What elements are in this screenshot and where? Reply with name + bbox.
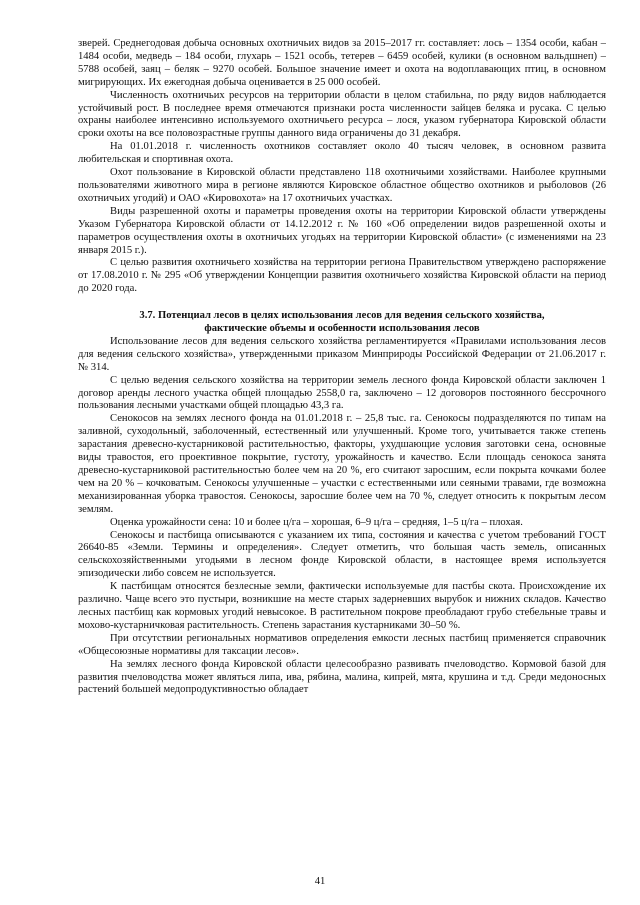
paragraph-hunting-concept: С целью развития охотничьего хозяйства на территории региона Правительством утверждено распоряжение от 17.08.2010 г. № 295 «Об утверждении Концепции развития охотничьего хозяйства Кировской области на период до 2020 года. <box>78 257 606 295</box>
paragraph-game-harvest: зверей. Среднегодовая добыча основных охотничьих видов за 2015–2017 гг. составляет: лось – 1354 особи, кабан – 1484 особи, медведь – 184 особи, глухарь – 1521 особь, тетерев – 6459 особей, кулики (в основном вальдшнеп) – 5788 особей, заяц – беляк – 9270 особей. Большое значение имеет и охота на водоплавающих птиц, в основном мигрирующих. Их ежегодная добыча оценивается в 25 000 особей. <box>78 38 606 88</box>
page-number: 41 <box>314 876 326 887</box>
section-heading-line-1: 3.7. Потенциал лесов в целях использования лесов для ведения сельского хозяйства, <box>139 310 545 322</box>
paragraph-resource-population: Численность охотничьих ресурсов на территории области в целом стабильна, по ряду видов наблюдается устойчивый рост. В последнее время отмечаются признаки роста численности зайцев беляка и русака. С целью охраны наиболее интенсивно используемого охотничьего ресурса – лося, указом губернатора Кировской области сроки охоты на все половозрастные группы данного вида ограничены до 31 декабря. <box>78 89 606 140</box>
paragraph-hunting-farms: Охот пользование в Кировской области представлено 118 охотничьими хозяйствами. Наиболее крупными пользователями животного мира в регионе являются Кировское областное общество охотников и рыболовов (26 охотничьих угодий) и ОАО «Кировохота» на 17 охотничьих участках. <box>78 167 606 204</box>
paragraph-lease-contracts: С целью ведения сельского хозяйства на территории земель лесного фонда Кировской области заключен 1 договор аренды лесного участка общей площадью 2558,0 га, заключено – 12 договоров постоянного бессрочного пользования лесными участками общей площадью 43,3 га. <box>78 374 606 412</box>
document-page <box>78 38 606 868</box>
paragraph-pasture-norms: При отсутствии региональных нормативов определения емкости лесных пастбищ применяется справочник «Общесоюзные нормативы для таксации лесов». <box>78 632 606 657</box>
paragraph-pastures: К пастбищам относятся безлесные земли, фактически используемые для пастбы скота. Происхождение их различно. Чаще всего это пустыри, возникшие на месте старых задерневших вырубок и нижних складов. Качество лесных пастбищ как кормовых угодий невысокое. В растительном покрове преобладают грубо стебельные травы и мохово-кустарничковая растительность. Степень зарастания кустарниками 30–50 %. <box>78 581 606 631</box>
paragraph-beekeeping: На землях лесного фонда Кировской области целесообразно развивать пчеловодство. Кормовой базой для развития пчеловодства может являться липа, ива, рябина, малина, кипрей, мята, крушина и т.д. Среди медоносных растений большей медопродуктивностью обладает <box>78 658 606 696</box>
section-heading <box>78 310 606 336</box>
paragraph-gost-description: Сенокосы и пастбища описываются с указанием их типа, состояния и качества с учетом требований ГОСТ 26640-85 «Земли. Термины и определения». Следует отметить, что большая часть земель, описанных сельскохозяйственными угодьями в лесном фонде Кировской области, в настоящее время используется эпизодически либо совсем не используется. <box>78 529 606 580</box>
paragraph-hunter-count: На 01.01.2018 г. численность охотников составляет около 40 тысяч человек, в основном развита любительская и спортивная охота. <box>78 141 606 166</box>
section-heading-line-2: фактические объемы и особенности использования лесов <box>204 323 480 335</box>
paragraph-agriculture-rules: Использование лесов для ведения сельского хозяйства регламентируется «Правилами использования лесов для ведения сельского хозяйства», утвержденными приказом Минприроды Российской Федерации от 21.06.2017 г. № 314. <box>78 335 606 373</box>
paragraph-hayfields: Сенокосов на землях лесного фонда на 01.01.2018 г. – 25,8 тыс. га. Сенокосы подразделяются по типам на заливной, суходольный, заболоченный, естественный или улучшенный. Кроме того, учитывается также степень зарастания древесно-кустарниковой растительностью, факторы, ухудшающие условия заготовки сена, основные виды травостоя, его проективное покрытие, густоту, урожайность и качество. Если площадь сенокоса занята древесно-кустарниковой растительностью более чем на 20 %, его считают заросшим, если покрыта кочками более чем на 20 % – кочковатым. Сенокосы улучшенные – участки с естественными или сеяными травами, где возможна механизированная уборка травостоя. Сенокосы, заросшие более чем на 70 %, следует относить к покрытым лесом землям. <box>78 413 606 515</box>
paragraph-hunting-regulation: Виды разрешенной охоты и параметры проведения охоты на территории Кировской области утверждены Указом Губернатора Кировской области от 14.12.2012 г. № 160 «Об определении видов разрешенной охоты и параметров осуществления охоты в охотничьих угодьях на территории Кировской области» (с изменениями на 23 января 2015 г.). <box>78 205 606 256</box>
paragraph-hay-yield: Оценка урожайности сена: 10 и более ц/га – хорошая, 6–9 ц/га – средняя, 1–5 ц/га – плохая. <box>110 516 523 528</box>
